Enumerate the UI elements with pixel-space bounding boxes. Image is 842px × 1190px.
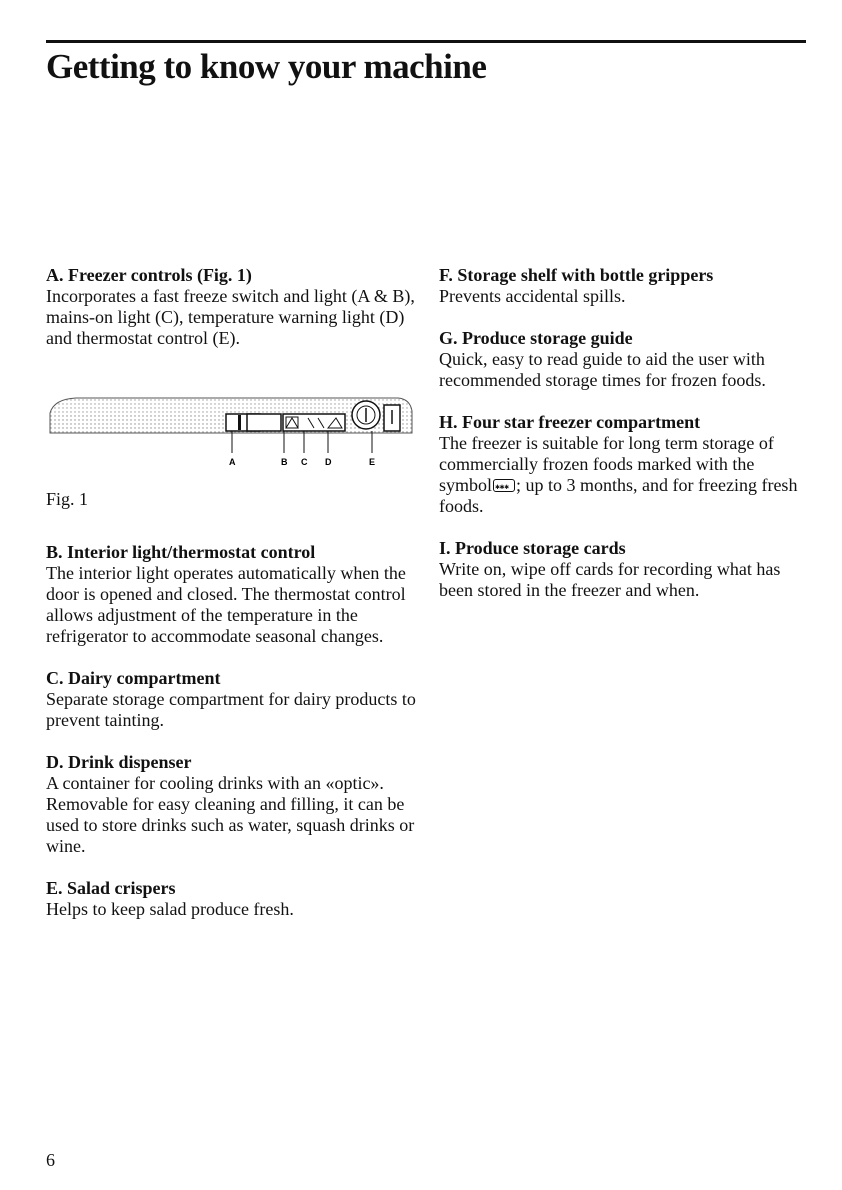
page-number: 6 [46, 1150, 55, 1170]
figure-1-freezer-control-panel [46, 391, 416, 521]
section-body: The interior light operates automatically when the door is opened and closed. The thermostat control allows adjustment of the temperature in the refrigerator to accommodate seasonal changes. [46, 563, 406, 646]
section-body: A container for cooling drinks with an «optic». Removable for easy cleaning and filling, it can be used to store drinks such as water, squash drinks or wine. [46, 773, 415, 856]
figure-label-d: D [325, 457, 332, 467]
figure-caption: Fig. 1 [46, 489, 89, 509]
section-body: Separate storage compartment for dairy products to prevent tainting. [46, 689, 416, 730]
four-star-freezer-symbol-icon [493, 479, 515, 492]
section-body: Incorporates a fast freeze switch and light (A & B), mains-on light (C), temperature warning light (D) and thermostat control (E). [46, 286, 415, 348]
section-heading: G. Produce storage guide [439, 328, 633, 348]
section-produce-storage-guide [439, 328, 809, 391]
section-interior-light-thermostat [46, 542, 416, 647]
section-salad-crispers [46, 878, 416, 920]
body-text-after-symbol: ; up to 3 months, and for freezing fresh foods. [439, 475, 798, 516]
section-body: Prevents accidental spills. [439, 286, 626, 306]
section-body: Quick, easy to read guide to aid the user with recommended storage times for frozen foods. [439, 349, 766, 390]
section-four-star-freezer [439, 412, 809, 517]
figure-label-c: C [301, 457, 308, 467]
section-dairy-compartment [46, 668, 416, 731]
title-rule [46, 40, 806, 43]
section-heading: I. Produce storage cards [439, 538, 626, 558]
section-heading: H. Four star freezer compartment [439, 412, 701, 432]
section-body: Write on, wipe off cards for recording what has been stored in the freezer and when. [439, 559, 781, 600]
figure-label-b: B [281, 457, 288, 467]
section-freezer-controls [46, 265, 416, 349]
section-heading: F. Storage shelf with bottle grippers [439, 265, 714, 285]
section-heading: B. Interior light/thermostat control [46, 542, 316, 562]
section-heading: A. Freezer controls (Fig. 1) [46, 265, 252, 285]
figure-label-a: A [229, 457, 236, 467]
page-title: Getting to know your machine [46, 47, 487, 86]
control-panel-illustration [46, 391, 416, 481]
section-body [439, 433, 809, 517]
section-heading: C. Dairy compartment [46, 668, 221, 688]
section-storage-shelf [439, 265, 809, 307]
section-body: Helps to keep salad produce fresh. [46, 899, 294, 919]
figure-label-e: E [369, 457, 376, 467]
body-text-before-symbol: The freezer is suitable for long term storage of commercially frozen foods marked with the symbol [439, 433, 774, 495]
section-heading: E. Salad crispers [46, 878, 176, 898]
left-column [46, 265, 416, 920]
section-drink-dispenser [46, 752, 416, 857]
section-heading: D. Drink dispenser [46, 752, 192, 772]
right-column [439, 265, 809, 601]
section-produce-storage-cards [439, 538, 809, 601]
